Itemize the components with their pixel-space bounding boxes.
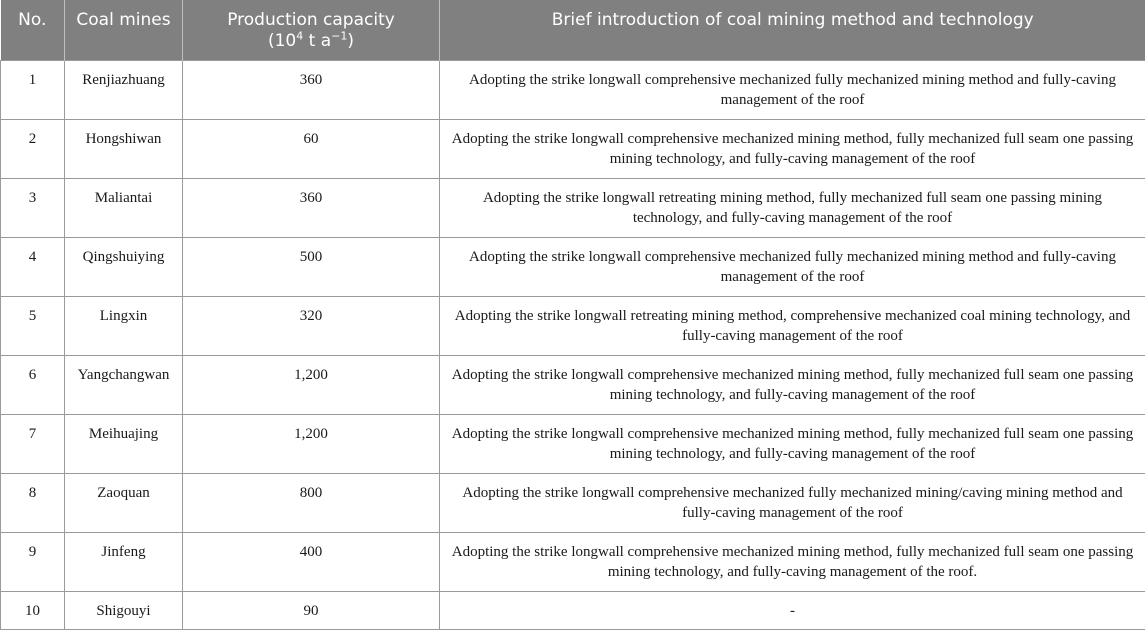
cell-mine: Zaoquan — [65, 473, 183, 532]
cell-mine: Shigouyi — [65, 591, 183, 629]
unit-exponent-minus-1: −1 — [331, 29, 348, 43]
unit-open: (10 — [267, 31, 297, 51]
cell-capacity: 1,200 — [183, 414, 440, 473]
cell-no: 3 — [1, 178, 65, 237]
cell-no: 10 — [1, 591, 65, 629]
cell-description: - — [440, 591, 1145, 629]
cell-mine: Maliantai — [65, 178, 183, 237]
cell-capacity: 400 — [183, 532, 440, 591]
cell-mine: Hongshiwan — [65, 119, 183, 178]
cell-capacity: 500 — [183, 237, 440, 296]
cell-no: 5 — [1, 296, 65, 355]
cell-no: 1 — [1, 60, 65, 119]
cell-mine: Meihuajing — [65, 414, 183, 473]
cell-description: Adopting the strike longwall comprehensive mechanized fully mechanized mining method and fully-caving management of the roof — [440, 60, 1145, 119]
cell-capacity: 1,200 — [183, 355, 440, 414]
cell-capacity: 800 — [183, 473, 440, 532]
cell-description: Adopting the strike longwall comprehensive mechanized mining method, fully mechanized full seam one passing mining technology, and fully-caving management of the roof — [440, 355, 1145, 414]
table-row — [1, 119, 1145, 178]
cell-no: 4 — [1, 237, 65, 296]
table-row — [1, 296, 1145, 355]
cell-mine: Qingshuiying — [65, 237, 183, 296]
header-description: Brief introduction of coal mining method and technology — [440, 0, 1145, 60]
table-row — [1, 60, 1145, 119]
table-row — [1, 591, 1145, 629]
header-capacity-title: Production capacity — [227, 10, 395, 30]
table-row — [1, 237, 1145, 296]
cell-capacity: 360 — [183, 178, 440, 237]
cell-capacity: 360 — [183, 60, 440, 119]
unit-exponent-4: 4 — [296, 29, 304, 43]
cell-no: 6 — [1, 355, 65, 414]
cell-no: 9 — [1, 532, 65, 591]
table-row — [1, 355, 1145, 414]
header-capacity-unit — [187, 31, 435, 52]
table-body — [1, 60, 1145, 629]
table-row — [1, 178, 1145, 237]
cell-mine: Yangchangwan — [65, 355, 183, 414]
header-coal-mines: Coal mines — [65, 0, 183, 60]
cell-no: 8 — [1, 473, 65, 532]
cell-no: 7 — [1, 414, 65, 473]
cell-mine: Renjiazhuang — [65, 60, 183, 119]
cell-mine: Jinfeng — [65, 532, 183, 591]
cell-capacity: 60 — [183, 119, 440, 178]
header-row — [1, 0, 1145, 60]
cell-description: Adopting the strike longwall comprehensive mechanized fully mechanized mining/caving mining method and fully-caving management of the roof — [440, 473, 1145, 532]
unit-close: ) — [347, 31, 354, 51]
header-no: No. — [1, 0, 65, 60]
cell-description: Adopting the strike longwall comprehensive mechanized mining method, fully mechanized full seam one passing mining technology, and fully-caving management of the roof. — [440, 532, 1145, 591]
table-row — [1, 414, 1145, 473]
cell-no: 2 — [1, 119, 65, 178]
table-row — [1, 532, 1145, 591]
cell-description: Adopting the strike longwall comprehensive mechanized mining method, fully mechanized full seam one passing mining technology, and fully-caving management of the roof — [440, 119, 1145, 178]
cell-description: Adopting the strike longwall comprehensive mechanized fully mechanized mining method and fully-caving management of the roof — [440, 237, 1145, 296]
table-row — [1, 473, 1145, 532]
header-production-capacity — [183, 0, 440, 60]
cell-description: Adopting the strike longwall retreating mining method, comprehensive mechanized coal mining technology, and fully-caving management of the roof — [440, 296, 1145, 355]
cell-mine: Lingxin — [65, 296, 183, 355]
table-header — [1, 0, 1145, 60]
unit-middle: t a — [303, 31, 332, 51]
cell-description: Adopting the strike longwall comprehensive mechanized mining method, fully mechanized full seam one passing mining technology, and fully-caving management of the roof — [440, 414, 1145, 473]
cell-description: Adopting the strike longwall retreating mining method, fully mechanized full seam one passing mining technology, and fully-caving management of the roof — [440, 178, 1145, 237]
cell-capacity: 320 — [183, 296, 440, 355]
cell-capacity: 90 — [183, 591, 440, 629]
